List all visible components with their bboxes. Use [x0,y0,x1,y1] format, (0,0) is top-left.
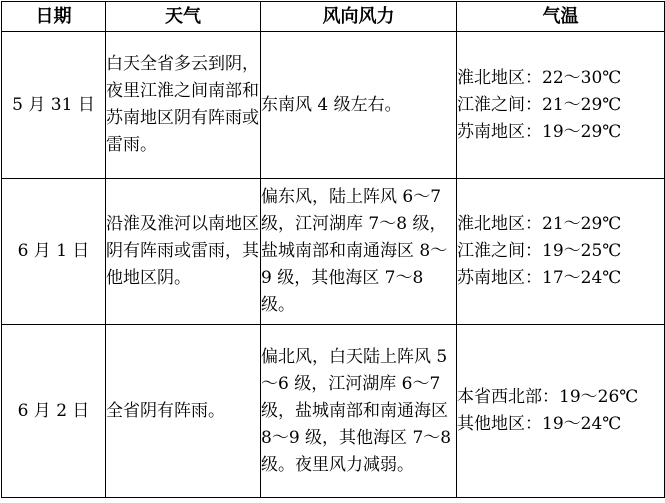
table-row [2,32,665,179]
temperature-cell [457,32,665,179]
header-wind: 风向风力 [261,2,457,32]
header-row [2,2,665,32]
temperature-line: 淮北地区：22～30℃ [457,67,622,88]
temperature-line: 其他地区：19～24℃ [457,414,622,434]
wind-cell: 东南风 4 级左右。 [261,32,457,179]
weather-cell: 全省阴有阵雨。 [106,325,261,498]
date-cell: 6 月 1 日 [2,179,106,325]
table-row [2,179,665,325]
date-cell: 6 月 2 日 [2,325,106,498]
temperature-line: 江淮之间：21～29℃ [457,94,622,115]
temperature-line: 淮北地区：21～29℃ [457,214,622,234]
header-date: 日期 [2,2,106,32]
header-weather: 天气 [106,2,261,32]
table-row [2,325,665,498]
weather-forecast-table [1,1,665,498]
weather-cell: 白天全省多云到阴，夜里江淮之间南部和苏南地区阴有阵雨或雷雨。 [106,32,261,179]
wind-cell: 偏东风，陆上阵风 6～7 级，江河湖库 7～8 级，盐城南部和南通海区 8～9 级，其他海区 7～8 级。 [261,179,457,325]
date-cell: 5 月 31 日 [2,32,106,179]
temperature-line: 苏南地区：17～24℃ [457,268,622,288]
header-temperature: 气温 [457,2,665,32]
temperature-line: 苏南地区：19～29℃ [457,121,622,142]
temperature-line: 江淮之间：19～25℃ [457,241,622,261]
temperature-cell [457,325,665,498]
temperature-line: 本省西北部：19～26℃ [457,387,639,407]
weather-cell: 沿淮及淮河以南地区阴有阵雨或雷雨，其他地区阴。 [106,179,261,325]
wind-cell: 偏北风，白天陆上阵风 5～6 级，江河湖库 6～7 级，盐城南部和南通海区 8～9 级，其他海区 7～8 级。夜里风力减弱。 [261,325,457,498]
temperature-cell [457,179,665,325]
